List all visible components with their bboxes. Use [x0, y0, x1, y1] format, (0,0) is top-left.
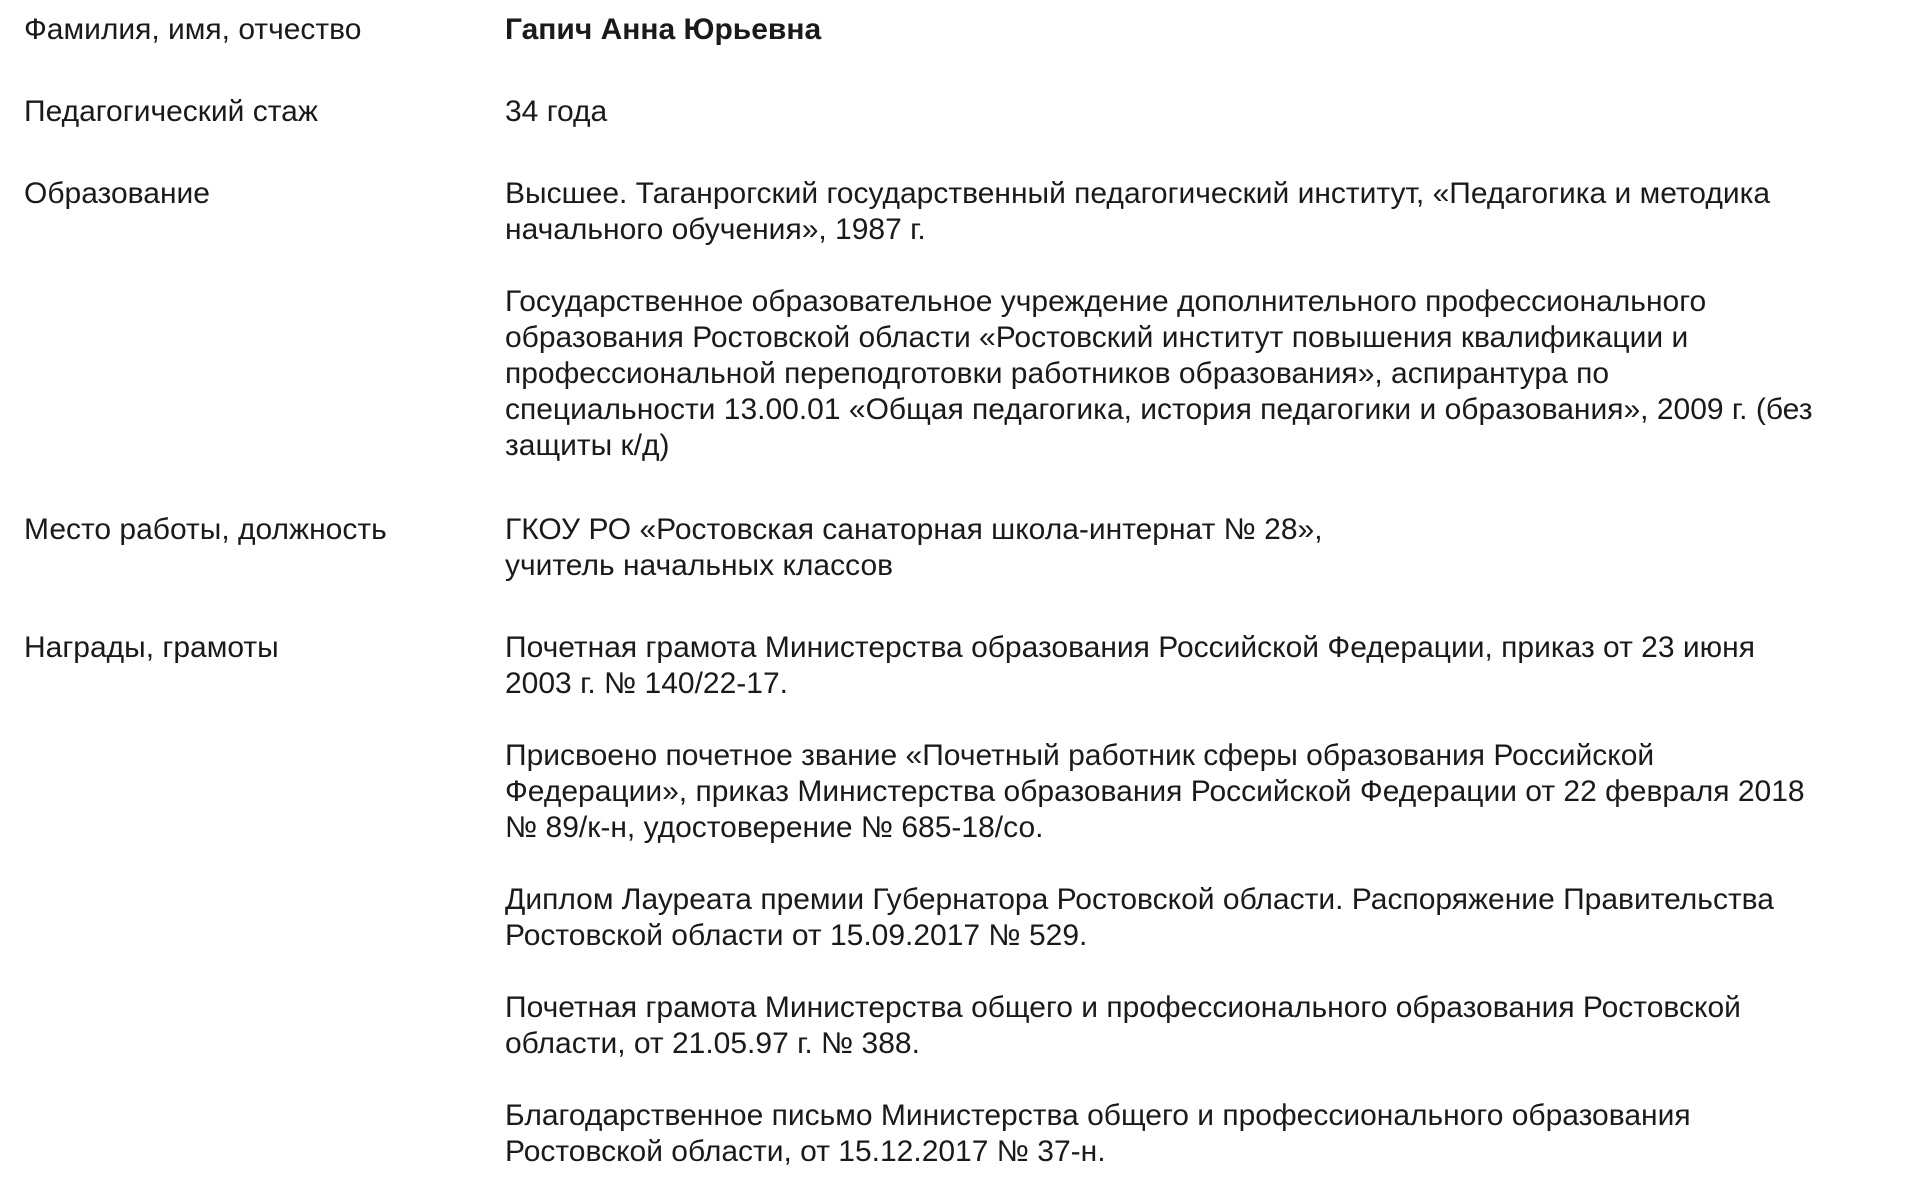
education-entry [505, 176, 1905, 248]
award-line: 2003 г. № 140/22-17. [505, 667, 788, 700]
education-value [505, 176, 1905, 464]
award-line: Диплом Лауреата премии Губернатора Ростовской области. Распоряжение Правительства [505, 883, 1774, 916]
workplace-entry [505, 512, 1905, 584]
award-line: № 89/к-н, удостоверение № 685-18/со. [505, 811, 1044, 844]
award-entry [505, 990, 1905, 1062]
education-entry-line: профессиональной переподготовки работников образования», аспирантура по [505, 357, 1610, 390]
awards-value [505, 630, 1905, 1170]
award-line: Почетная грамота Министерства образования Российской Федерации, приказ от 23 июня [505, 631, 1755, 664]
award-entry [505, 630, 1905, 702]
workplace-value [505, 512, 1905, 584]
award-entry [505, 738, 1905, 846]
workplace-line: ГКОУ РО «Ростовская санаторная школа-интернат № 28», [505, 513, 1323, 546]
education-entry-line: образования Ростовской области «Ростовский институт повышения квалификации и [505, 321, 1689, 354]
award-line: Благодарственное письмо Министерства общего и профессионального образования [505, 1099, 1691, 1132]
workplace-line: учитель начальных классов [505, 549, 894, 582]
award-line: области, от 21.05.97 г. № 388. [505, 1027, 920, 1060]
education-entry-line: Государственное образовательное учреждение дополнительного профессионального [505, 285, 1707, 318]
workplace-label: Место работы, должность [24, 513, 387, 546]
award-line: Федерации», приказ Министерства образования Российской Федерации от 22 февраля 2018 [505, 775, 1805, 808]
education-entry [505, 284, 1905, 464]
award-entry [505, 1098, 1905, 1170]
education-label: Образование [24, 177, 210, 210]
award-line: Почетная грамота Министерства общего и профессионального образования Ростовской [505, 991, 1741, 1024]
experience-label: Педагогический стаж [24, 95, 318, 128]
award-line: Ростовской области, от 15.12.2017 № 37-н. [505, 1135, 1106, 1168]
award-line: Ростовской области от 15.09.2017 № 529. [505, 919, 1088, 952]
education-entry-line: Высшее. Таганрогский государственный педагогический институт, «Педагогика и методика [505, 177, 1771, 210]
education-entry-line: начального обучения», 1987 г. [505, 213, 926, 246]
awards-label: Награды, грамоты [24, 631, 279, 664]
education-entry-line: защиты к/д) [505, 429, 670, 462]
experience-value: 34 года [505, 95, 608, 128]
full-name-label: Фамилия, имя, отчество [24, 13, 362, 46]
award-entry [505, 882, 1905, 954]
award-line: Присвоено почетное звание «Почетный работник сферы образования Российской [505, 739, 1655, 772]
education-entry-line: специальности 13.00.01 «Общая педагогика, история педагогики и образования», 2009 г. (без [505, 393, 1813, 426]
full-name-value: Гапич Анна Юрьевна [505, 13, 822, 46]
